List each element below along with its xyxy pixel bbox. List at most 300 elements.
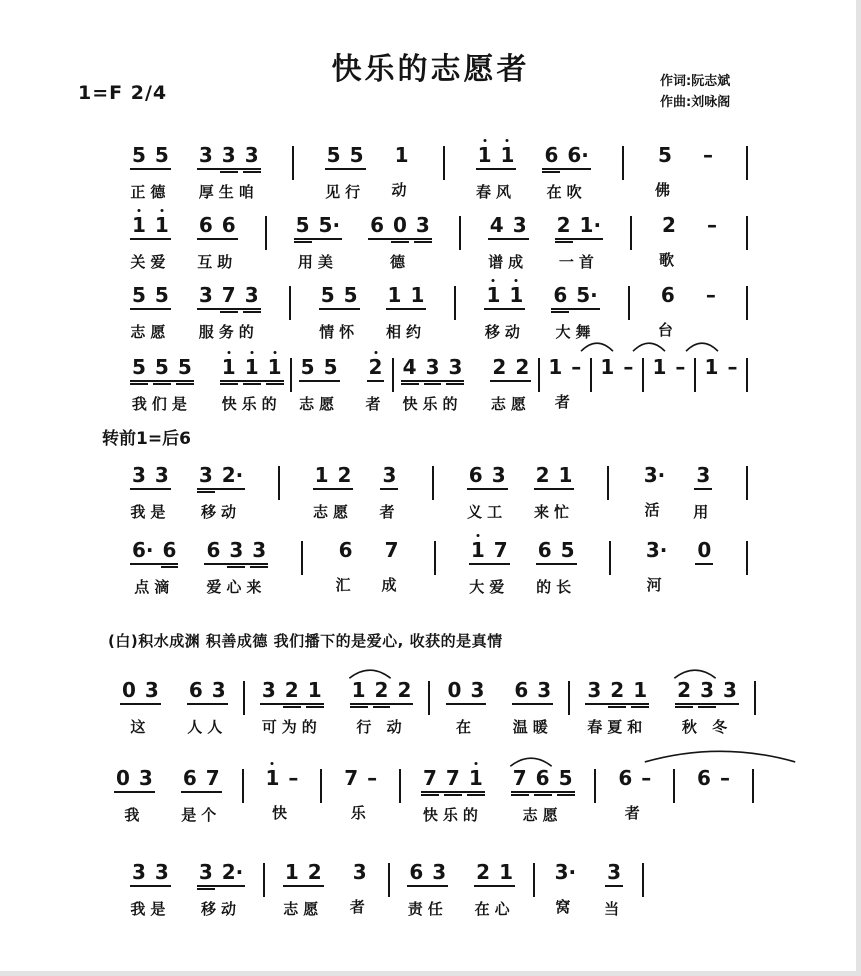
note-char: 2: [662, 213, 676, 237]
barline: [278, 466, 280, 500]
note-row: [660, 208, 678, 238]
lyric: 志愿: [522, 806, 563, 824]
lyric: 见行: [325, 183, 366, 201]
note-char: 6·: [567, 143, 589, 167]
note-group: [693, 458, 713, 522]
measure: [130, 208, 238, 272]
note-char: 6: [537, 538, 552, 562]
barline: [746, 216, 748, 250]
note-char: 3: [261, 678, 276, 702]
note-group: [469, 533, 510, 597]
lyric: 情怀: [319, 323, 360, 341]
barline: [443, 146, 445, 180]
note-char: 7: [205, 766, 220, 790]
note-char: 2: [515, 355, 530, 379]
note-row: [220, 350, 284, 382]
note-group: [644, 533, 670, 595]
barline: [459, 216, 461, 250]
note-row: [337, 533, 355, 563]
note-row: [512, 673, 553, 705]
note-group: [204, 533, 268, 597]
barline: [399, 769, 401, 803]
note-char: 1: [387, 283, 402, 307]
note-char: 1: [633, 678, 648, 702]
note-char: 6: [535, 766, 550, 790]
note-row: [675, 673, 739, 705]
note-group: [350, 673, 414, 737]
note-char: 2: [368, 355, 383, 379]
note-row: [659, 278, 677, 308]
note-char: 5: [132, 143, 146, 167]
scan-edge: [0, 971, 861, 976]
measure: [401, 350, 532, 414]
barline: [607, 466, 609, 500]
lyric: 成: [381, 576, 402, 594]
note-char: –: [367, 766, 378, 790]
note-group: [542, 138, 590, 202]
note-char: 5: [323, 355, 338, 379]
note-group: [467, 458, 508, 522]
barline: [746, 541, 748, 575]
lyric: 是个: [181, 806, 222, 824]
note-group: [325, 138, 366, 202]
lyric: 关爱: [130, 253, 171, 271]
barline: [752, 769, 754, 803]
note-group: [695, 761, 732, 820]
note-char: 0: [697, 538, 712, 562]
measure: [260, 673, 414, 737]
note-row: [484, 278, 525, 310]
note-char: –: [623, 355, 634, 379]
lyric: 谱成: [488, 253, 529, 271]
song-title: 快乐的志愿者: [331, 52, 530, 87]
lyric: 责任: [407, 900, 448, 918]
note-group: [490, 350, 531, 414]
note-char: 3: [432, 860, 447, 884]
note-char: 6: [198, 213, 213, 237]
note-char: 6: [188, 678, 203, 702]
measure: [283, 855, 370, 919]
note-row: [553, 855, 579, 885]
note-group: [536, 533, 577, 597]
note-char: 3: [244, 143, 259, 167]
note-row: [705, 208, 719, 238]
lyric: 用: [693, 503, 714, 521]
note-group: [650, 350, 687, 409]
note-row: [488, 208, 529, 240]
note-row: [694, 458, 712, 490]
score-line: [130, 278, 748, 342]
note-char: 2: [284, 678, 299, 702]
note-row: [401, 350, 465, 382]
lyric: 春夏和: [587, 718, 648, 736]
note-row: [313, 458, 354, 490]
note-char: 3: [537, 678, 552, 702]
note-char: 5: [300, 355, 315, 379]
note-char: 1: [499, 860, 514, 884]
note-row: [551, 278, 599, 310]
note-row: [130, 350, 194, 382]
score-line: [130, 533, 748, 597]
note-group: [366, 350, 386, 414]
lyric: 动: [391, 181, 412, 199]
note-char: 6: [162, 538, 177, 562]
barline: [538, 358, 540, 392]
note-group: [642, 458, 668, 522]
note-row: [476, 138, 517, 170]
measure: [336, 533, 402, 595]
note-row: [695, 533, 713, 565]
note-char: 6: [338, 538, 353, 562]
note-char: 3: [198, 463, 213, 487]
note-group: [598, 350, 635, 409]
note-char: 4: [402, 355, 417, 379]
lyric: 快乐的: [402, 395, 463, 413]
note-row: [703, 350, 740, 380]
note-char: 6: [409, 860, 424, 884]
measure: [120, 673, 228, 737]
note-char: 1: [509, 283, 524, 307]
note-row: [197, 458, 245, 490]
score-line: [130, 350, 748, 414]
measure: [585, 673, 739, 737]
note-group: [130, 855, 171, 919]
lyric: 相约: [385, 323, 426, 341]
note-char: –: [707, 213, 717, 237]
note-group: [585, 673, 649, 737]
note-char: 1: [265, 766, 280, 790]
lyric: 移动: [484, 323, 525, 341]
note-char: 5: [154, 283, 169, 307]
note-char: 6: [182, 766, 197, 790]
note-char: 5: [560, 538, 575, 562]
measure: [598, 350, 635, 409]
barline: [628, 286, 630, 320]
measure: [553, 855, 625, 919]
barline: [242, 769, 244, 803]
note-row: [283, 855, 324, 887]
note-row: [542, 138, 590, 170]
note-char: –: [702, 143, 713, 167]
barline: [568, 681, 570, 715]
note-char: 3: [587, 678, 602, 702]
note-group: [319, 278, 360, 342]
note-row: [393, 138, 411, 168]
note-row: [421, 761, 485, 793]
note-row: [260, 673, 324, 705]
note-char: 3: [700, 678, 714, 702]
note-char: 5: [657, 143, 672, 167]
note-char: 3: [229, 538, 244, 562]
barline: [609, 541, 611, 575]
barline: [594, 769, 596, 803]
lyric: 河: [646, 576, 667, 594]
note-group: [187, 673, 228, 737]
note-row: [605, 855, 623, 887]
note-char: 2: [374, 678, 389, 702]
note-char: –: [675, 355, 686, 379]
note-char: 1: [284, 860, 299, 884]
note-group: [407, 855, 448, 919]
note-char: 6: [618, 766, 633, 790]
note-char: 5·: [318, 213, 341, 237]
note-group: [260, 673, 324, 737]
note-row: [130, 855, 171, 887]
note-row: [380, 458, 398, 490]
barline: [746, 146, 748, 180]
lyric: 乐: [350, 804, 371, 822]
note-row: [656, 138, 674, 168]
note-group: [703, 350, 740, 409]
measure: [130, 533, 268, 597]
lyric: 的长: [536, 578, 577, 596]
barline: [301, 541, 303, 575]
lyric: 行 动: [356, 718, 407, 736]
lyric: 来忙: [534, 503, 575, 521]
note-char: 7: [344, 766, 359, 790]
note-char: 5: [349, 143, 364, 167]
measure: [644, 533, 713, 595]
note-group: [114, 761, 155, 825]
note-group: [604, 855, 624, 919]
lyric: 互助: [197, 253, 238, 271]
note-row: [695, 761, 732, 791]
note-char: –: [705, 283, 716, 307]
note-char: 1: [410, 283, 425, 307]
barline: [590, 358, 592, 392]
note-char: 1·: [579, 213, 602, 237]
note-group: [446, 673, 487, 737]
lyric: 歌: [658, 251, 679, 269]
note-char: 3: [244, 283, 259, 307]
note-char: 1: [470, 538, 485, 562]
note-group: [350, 855, 370, 919]
note-row: [511, 761, 575, 793]
note-group: [484, 278, 525, 342]
note-char: 1: [548, 355, 563, 379]
scan-edge: [856, 0, 861, 976]
note-char: 3: [132, 860, 146, 884]
note-row: [130, 278, 171, 310]
note-char: 3·: [643, 463, 666, 487]
lyric: 志愿: [490, 395, 531, 413]
measure: [299, 350, 386, 414]
note-char: 2: [677, 678, 692, 702]
note-char: 5: [295, 213, 310, 237]
note-group: [342, 761, 379, 823]
note-group: [534, 458, 575, 522]
note-char: 7: [221, 283, 236, 307]
barline: [263, 863, 265, 897]
note-row: [616, 761, 653, 791]
note-row: [299, 350, 340, 382]
note-group: [551, 278, 599, 342]
modulation-note: 转前1=后6: [102, 429, 191, 449]
note-group: [197, 458, 245, 522]
lyric: 温暖: [512, 718, 553, 736]
note-char: 3: [138, 766, 153, 790]
note-char: 6: [553, 283, 568, 307]
note-row: [197, 208, 238, 240]
measure: [325, 138, 412, 202]
note-group: [181, 761, 222, 825]
note-char: 5: [154, 355, 169, 379]
lyric: 台: [657, 321, 678, 339]
lyric: 义工: [467, 503, 508, 521]
barline: [265, 216, 267, 250]
note-char: 5: [343, 283, 358, 307]
note-char: 3: [211, 678, 226, 702]
barline: [642, 358, 644, 392]
lyric: 当: [604, 900, 625, 918]
note-char: 3: [198, 283, 213, 307]
composer-credit: 作曲:刘咏阁: [660, 94, 731, 110]
measure: [695, 761, 732, 820]
note-char: –: [727, 355, 738, 379]
measure: [616, 761, 653, 823]
barline: [290, 358, 292, 392]
note-char: 5: [132, 283, 146, 307]
note-char: 2·: [221, 860, 244, 884]
lyric: 汇: [335, 576, 356, 594]
note-group: [130, 350, 194, 414]
note-char: 4: [489, 213, 504, 237]
note-char: 0: [116, 766, 130, 790]
note-char: 3: [144, 678, 159, 702]
note-char: 3: [425, 355, 440, 379]
note-group: [555, 208, 603, 272]
note-row: [325, 138, 366, 170]
note-char: 3: [198, 143, 213, 167]
note-row: [187, 673, 228, 705]
lyric: 移动: [201, 503, 242, 521]
barline: [289, 286, 291, 320]
note-group: [130, 458, 171, 522]
score-line: [130, 458, 748, 522]
note-group: [382, 533, 402, 595]
note-char: 0: [447, 678, 462, 702]
note-group: [701, 138, 715, 200]
note-group: [120, 673, 161, 737]
lyric: 春风: [476, 183, 517, 201]
note-char: 5: [177, 355, 192, 379]
note-char: 1: [500, 143, 515, 167]
note-group: [130, 533, 178, 597]
note-row: [181, 761, 222, 793]
barline: [754, 681, 756, 715]
spoken-lyric-line: (白)积水成渊 积善成德 我们播下的是爱心, 收获的是真情: [108, 632, 503, 650]
measure: [130, 458, 245, 522]
measure: [130, 278, 261, 342]
note-char: 7: [384, 538, 399, 562]
barline: [694, 358, 696, 392]
note-group: [401, 350, 465, 414]
measure: [659, 208, 719, 270]
note-group: [704, 278, 718, 340]
note-row: [204, 533, 268, 565]
note-char: 1: [154, 213, 169, 237]
measure: [488, 208, 603, 272]
note-group: [546, 350, 583, 412]
note-char: 3: [607, 860, 622, 884]
note-char: 1: [132, 213, 146, 237]
note-char: 7: [422, 766, 437, 790]
lyric: 者: [554, 393, 575, 411]
barline: [673, 769, 675, 803]
note-group: [283, 855, 324, 919]
note-row: [642, 458, 668, 488]
note-char: 1: [351, 678, 366, 702]
note-group: [294, 208, 342, 272]
barline: [432, 466, 434, 500]
barline: [388, 863, 390, 897]
barline: [320, 769, 322, 803]
lyric: 我: [124, 806, 145, 824]
note-char: 2: [337, 463, 352, 487]
measure: [446, 673, 554, 737]
note-char: 1: [244, 355, 259, 379]
barline: [428, 681, 430, 715]
barline: [243, 681, 245, 715]
measure: [114, 761, 222, 825]
note-char: 3: [252, 538, 267, 562]
note-char: 7: [493, 538, 508, 562]
lyric: 德: [389, 253, 410, 271]
lyric: 在: [455, 718, 476, 736]
note-group: [511, 761, 575, 825]
note-group: [386, 278, 427, 342]
note-group: [512, 673, 553, 737]
note-char: 2·: [221, 463, 244, 487]
note-row: [368, 208, 432, 240]
note-row: [474, 855, 515, 887]
measure: [130, 855, 245, 919]
measure: [294, 208, 432, 272]
note-char: 6: [206, 538, 221, 562]
note-char: 2: [610, 678, 625, 702]
lyric: 快乐的: [422, 806, 483, 824]
note-group: [220, 350, 284, 414]
measure: [469, 533, 577, 597]
lyric: 点滴: [134, 578, 175, 596]
measure: [421, 761, 575, 825]
note-char: 6: [468, 463, 483, 487]
note-row: [536, 533, 577, 565]
barline: [392, 358, 394, 392]
note-char: 5: [558, 766, 573, 790]
note-char: 1: [704, 355, 719, 379]
note-group: [379, 458, 399, 522]
note-row: [650, 350, 687, 380]
note-char: 2: [476, 860, 491, 884]
note-group: [130, 278, 171, 342]
note-char: 3: [491, 463, 506, 487]
note-char: 3: [512, 213, 527, 237]
note-char: 3: [154, 463, 169, 487]
barline: [533, 863, 535, 897]
note-char: 2: [556, 213, 571, 237]
note-row: [367, 350, 385, 382]
note-char: 1: [558, 463, 573, 487]
note-char: 3: [382, 463, 397, 487]
note-char: 7: [512, 766, 527, 790]
note-char: 3: [415, 213, 430, 237]
note-group: [474, 855, 515, 919]
note-group: [705, 208, 719, 270]
lyric: 志愿: [130, 323, 171, 341]
note-char: –: [719, 766, 730, 790]
lyric: 志愿: [283, 900, 324, 918]
